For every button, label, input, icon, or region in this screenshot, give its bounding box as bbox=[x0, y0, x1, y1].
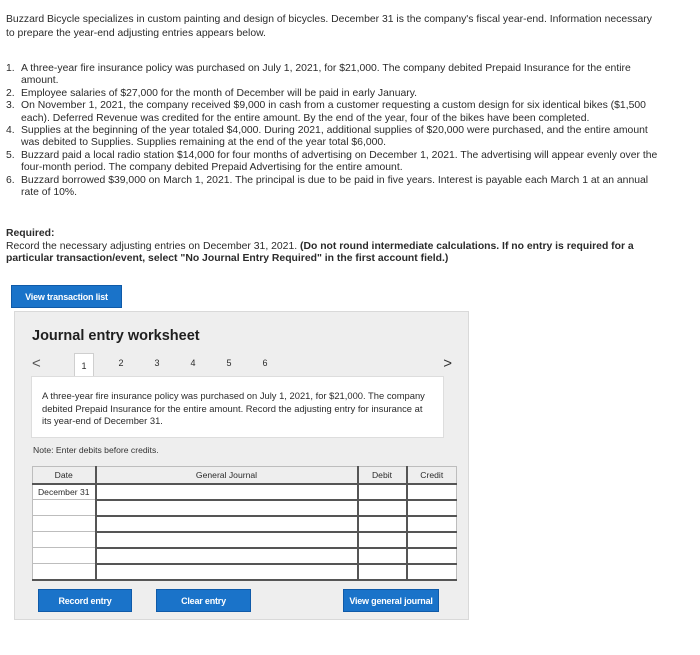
credit-field[interactable] bbox=[407, 500, 457, 516]
journal-table bbox=[32, 466, 457, 581]
list-item bbox=[6, 88, 666, 100]
list-item bbox=[6, 150, 666, 175]
worksheet-title: Journal entry worksheet bbox=[32, 328, 200, 344]
table-header-row bbox=[33, 467, 457, 484]
item-text: A three-year fire insurance policy was purchased on July 1, 2021, for $21,000. The company debited Prepaid Insurance for the entire amount. bbox=[21, 63, 631, 87]
account-field[interactable] bbox=[96, 484, 358, 500]
column-header-credit: Credit bbox=[407, 467, 457, 484]
page-tab-3[interactable]: 3 bbox=[154, 358, 160, 368]
debit-field[interactable] bbox=[358, 548, 407, 564]
page-tab-1[interactable]: 1 bbox=[74, 353, 94, 377]
credit-field[interactable] bbox=[407, 484, 457, 500]
debit-field[interactable] bbox=[358, 500, 407, 516]
item-number: 5. bbox=[6, 149, 15, 161]
table-row bbox=[33, 564, 457, 580]
page-tab-2[interactable]: 2 bbox=[118, 358, 124, 368]
intro-paragraph: Buzzard Bicycle specializes in custom painting and design of bicycles. December 31 is the company's fiscal year-end. Information necessary to prepare the year-end adjusting entries appears below. bbox=[6, 14, 652, 39]
page-tab-6[interactable]: 6 bbox=[262, 358, 268, 368]
list-item bbox=[6, 175, 666, 200]
view-general-journal-button[interactable]: View general journal bbox=[343, 589, 439, 612]
debit-field[interactable] bbox=[358, 484, 407, 500]
date-cell bbox=[33, 516, 96, 532]
item-number: 3. bbox=[6, 100, 15, 112]
account-field[interactable] bbox=[96, 532, 358, 548]
item-number: 1. bbox=[6, 63, 15, 74]
date-cell bbox=[33, 532, 96, 548]
item-text: Supplies at the beginning of the year totaled $4,000. During 2021, additional supplies of $20,000 were purchased, and the entire amount was debited to Supplies. Supplies remaining at the end of the year total $6,000. bbox=[21, 125, 648, 149]
date-cell bbox=[33, 548, 96, 564]
page-navigation bbox=[31, 355, 454, 375]
item-text: Buzzard paid a local radio station $14,000 for four months of advertising on December 1, 2021. The advertising will appear evenly over the four-month period. The company debited Prepaid Advertising for the entire amount. bbox=[21, 149, 658, 174]
entry-note: Note: Enter debits before credits. bbox=[33, 445, 159, 455]
required-text: Record the necessary adjusting entries on December 31, 2021. bbox=[6, 240, 300, 252]
list-item bbox=[6, 125, 666, 150]
view-transaction-list-button[interactable]: View transaction list bbox=[11, 285, 122, 308]
journal-entry-worksheet bbox=[14, 311, 469, 620]
column-header-general-journal: General Journal bbox=[96, 467, 358, 484]
account-field[interactable] bbox=[96, 516, 358, 532]
column-header-date: Date bbox=[33, 467, 96, 484]
item-number: 4. bbox=[6, 125, 15, 137]
entry-description: A three-year fire insurance policy was purchased on July 1, 2021, for $21,000. The company debited Prepaid Insurance for the entire amount. Record the adjusting entry for insurance at its year-end of December 31. bbox=[31, 376, 444, 438]
credit-field[interactable] bbox=[407, 532, 457, 548]
table-row bbox=[33, 532, 457, 548]
required-bold-text: (Do not round intermediate calculations. If no entry is required for a particular transaction/event, select "No Journal Entry Required" in the first account field.) bbox=[6, 240, 634, 265]
account-field[interactable] bbox=[96, 564, 358, 580]
task-list bbox=[6, 63, 666, 199]
credit-field[interactable] bbox=[407, 516, 457, 532]
required-instructions bbox=[6, 241, 676, 266]
column-header-debit: Debit bbox=[358, 467, 407, 484]
item-text: Buzzard borrowed $39,000 on March 1, 2021. The principal is due to be paid in five years. Interest is payable each March 1 at an annual rate of 10%. bbox=[21, 174, 649, 199]
date-cell[interactable]: December 31 bbox=[33, 484, 96, 500]
required-heading: Required: bbox=[6, 228, 55, 239]
table-row bbox=[33, 516, 457, 532]
required-section bbox=[6, 228, 676, 266]
item-number: 6. bbox=[6, 174, 15, 186]
list-item bbox=[6, 63, 666, 88]
item-text: On November 1, 2021, the company received $9,000 in cash from a customer requesting a custom design for six identical bikes ($1,500 each). Deferred Revenue was credited for the entire amount. By the end of the year, four of the bikes have been completed. bbox=[21, 100, 646, 124]
date-cell bbox=[33, 500, 96, 516]
item-number: 2. bbox=[6, 87, 15, 99]
account-field[interactable] bbox=[96, 548, 358, 564]
debit-field[interactable] bbox=[358, 564, 407, 580]
table-row bbox=[33, 548, 457, 564]
page-tab-5[interactable]: 5 bbox=[226, 358, 232, 368]
account-field[interactable] bbox=[96, 500, 358, 516]
table-row bbox=[33, 484, 457, 500]
page-tab-4[interactable]: 4 bbox=[190, 358, 196, 368]
debit-field[interactable] bbox=[358, 532, 407, 548]
credit-field[interactable] bbox=[407, 548, 457, 564]
debit-field[interactable] bbox=[358, 516, 407, 532]
date-cell bbox=[33, 564, 96, 580]
chevron-right-icon[interactable]: > bbox=[443, 355, 452, 372]
credit-field[interactable] bbox=[407, 564, 457, 580]
table-row bbox=[33, 500, 457, 516]
clear-entry-button[interactable]: Clear entry bbox=[156, 589, 251, 612]
item-text: Employee salaries of $27,000 for the month of December will be paid in early January. bbox=[21, 87, 418, 99]
chevron-left-icon[interactable]: < bbox=[32, 355, 41, 372]
record-entry-button[interactable]: Record entry bbox=[38, 589, 132, 612]
list-item bbox=[6, 100, 666, 125]
